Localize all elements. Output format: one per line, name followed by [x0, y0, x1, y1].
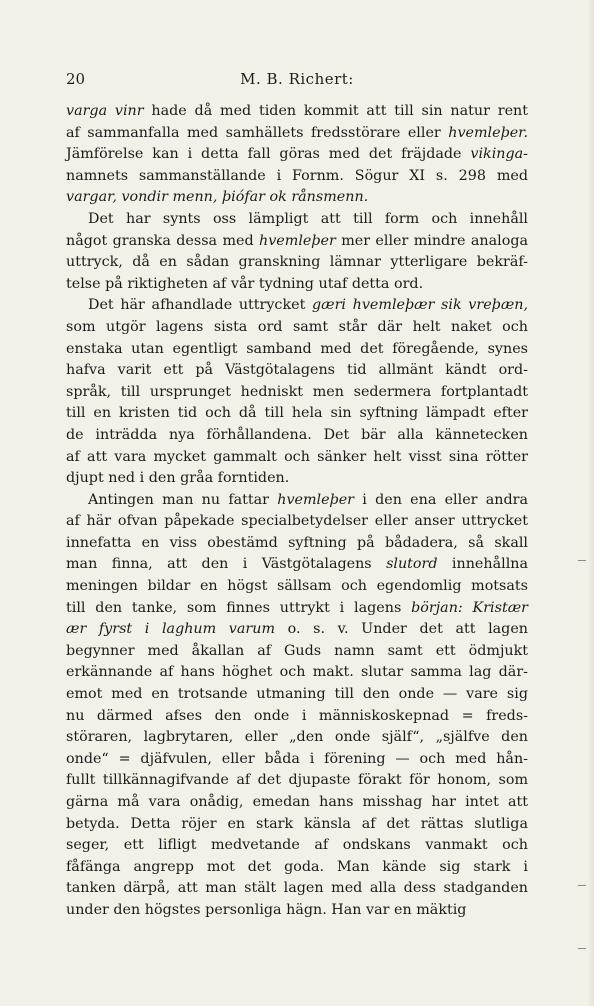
text-run: af sammanfalla med samhällets fredsstörare eller — [66, 124, 449, 141]
text-run: Antingen man nu fattar — [88, 491, 278, 508]
italic-run: hvemleþer — [277, 491, 355, 508]
text-line — [66, 727, 528, 749]
text-run: hade då med tiden kommit att till sin natur rent — [143, 103, 528, 119]
italic-run: slutord — [386, 556, 438, 573]
text-run: fullt tillkännagifvande af det djupaste förakt för honom, som — [66, 772, 528, 789]
text-line — [66, 166, 528, 188]
text-line — [66, 900, 528, 922]
page-header — [66, 70, 528, 94]
italic-run: vargar, vondir menn, þiófar ok rånsmenn. — [66, 189, 369, 206]
paragraph — [66, 295, 528, 489]
text-line — [66, 468, 528, 490]
body-text — [66, 101, 528, 922]
text-run: af att vara mycket gammalt och sänker helt visst sina rötter — [66, 448, 528, 465]
italic-run: ær fyrst i laghum varum — [66, 621, 276, 638]
text-run: störaren, lagbrytaren, eller „den onde själf“, „själfve den — [66, 729, 528, 746]
text-line — [66, 382, 528, 404]
text-run: djupt ned i den gråa forntiden. — [66, 470, 290, 487]
text-line — [66, 662, 528, 684]
paragraph — [66, 490, 528, 922]
page-edge-shadow — [588, 0, 594, 1006]
text-run: nu därmed afses den onde i människoskepnad = freds- — [66, 707, 528, 724]
text-line — [66, 209, 528, 231]
text-run: som utgör lagens sista ord samt står där helt naket och — [66, 318, 528, 335]
text-run: under den högstes personliga hägn. Han var en mäktig — [66, 901, 467, 918]
text-line — [66, 123, 528, 145]
text-line — [66, 360, 528, 382]
italic-run: Kristær — [472, 599, 528, 616]
text-line — [66, 295, 528, 317]
text-run: enstaka utan egentligt samband med det föregående, synes — [66, 340, 528, 357]
text-run: erkännande af hans höghet och makt. slutar samma lag där- — [66, 664, 528, 681]
text-run: gärna må vara onådig, emedan hans misshag har intet att — [66, 794, 528, 810]
text-run: fåfänga angrepp mot det goda. Man kände sig stark i — [66, 858, 528, 875]
text-run: betyda. Detta röjer en stark känsla af det rättas slutliga — [66, 815, 528, 832]
text-run: af här ofvan påpekade specialbetydelser eller anser uttrycket — [66, 513, 528, 530]
text-run: o. s. v. Under det att lagen — [275, 621, 529, 638]
text-line — [66, 144, 528, 166]
italic-run: gæri hvemleþær sik vreþæn, — [311, 297, 529, 314]
running-head: M. B. Richert: — [240, 70, 354, 88]
text-line — [66, 792, 528, 814]
text-run: till en kristen tid och då till hela sin syftning lämpadt efter — [66, 405, 528, 422]
text-run: innefatta en viss obestämd syftning på bådadera, så skall — [66, 534, 528, 551]
text-line — [66, 231, 528, 253]
text-line — [66, 252, 528, 274]
text-run: namnets sammanställande i Fornm. Sögur XI s. 298 med — [66, 167, 528, 184]
text-line — [66, 835, 528, 857]
text-run: Jämförelse kan i detta fall göras med det fräjdade — [66, 146, 471, 163]
text-run: i den ena eller andra — [354, 491, 528, 508]
text-line — [66, 770, 528, 792]
text-run: innehållna — [437, 556, 528, 573]
italic-run: varga vinr — [66, 103, 144, 119]
text-run — [463, 600, 473, 616]
text-run: något granska dessa med — [66, 232, 260, 249]
text-line — [66, 533, 528, 555]
text-line — [66, 641, 528, 663]
text-line — [66, 490, 528, 512]
text-line — [66, 339, 528, 361]
text-run: till den tanke, som finnes uttrykt i lagens — [66, 599, 412, 616]
text-line — [66, 684, 528, 706]
italic-run: hvemleþer. — [448, 124, 528, 141]
text-line — [66, 101, 528, 123]
text-line — [66, 706, 528, 728]
margin-mark — [578, 560, 586, 561]
text-line — [66, 814, 528, 836]
text-run: mer eller mindre analoga — [335, 232, 529, 249]
page-number: 20 — [66, 70, 86, 88]
text-line — [66, 403, 528, 425]
italic-run: början: — [411, 599, 463, 616]
margin-mark — [578, 948, 586, 949]
text-run: man finna, att den i Västgötalagens — [66, 556, 387, 573]
text-run: hafva varit ett på Västgötalagens tid allmänt kändt ord- — [66, 362, 528, 379]
margin-mark — [578, 885, 586, 886]
text-run: seger, ett lifligt medvetande af ondskans vanmakt och — [66, 837, 528, 854]
text-run: emot med en trotsande utmaning till den onde — vare sig — [66, 686, 528, 703]
text-line — [66, 447, 528, 469]
text-run: Det har synts oss lämpligt att till form och innehåll — [88, 210, 528, 227]
text-run: språk, till ursprunget hedniskt men sedermera fortplantadt — [66, 383, 528, 400]
text-line — [66, 878, 528, 900]
paragraph — [66, 101, 528, 209]
text-line — [66, 598, 528, 620]
text-run: begynner med åkallan af Guds namn samt ett ödmjukt — [66, 642, 528, 659]
text-run: meningen bildar en högst sällsam och egendomlig motsats — [66, 578, 528, 595]
text-line — [66, 619, 528, 641]
text-line — [66, 317, 528, 339]
text-run: telse på riktigheten af vår tydning utaf detta ord. — [66, 275, 424, 292]
text-line — [66, 554, 528, 576]
italic-run: hvemleþer — [259, 232, 336, 249]
paragraph — [66, 209, 528, 295]
text-line — [66, 511, 528, 533]
italic-run: vikinga- — [470, 146, 528, 163]
text-line — [66, 425, 528, 447]
text-line — [66, 187, 528, 209]
text-line — [66, 576, 528, 598]
text-run: de inträdda nya förhållandena. Det bär alla kännetecken — [66, 426, 528, 443]
text-run: tanken därpå, att man stält lagen med alla dess stadganden — [66, 880, 528, 897]
text-line — [66, 274, 528, 296]
text-run: Det här afhandlade uttrycket — [88, 297, 312, 314]
text-line — [66, 749, 528, 771]
text-run: uttryck, då en sådan granskning lämnar ytterligare bekräf- — [66, 254, 528, 271]
text-run: onde“ = djäfvulen, eller båda i förening — och med hån- — [66, 750, 528, 767]
text-line — [66, 857, 528, 879]
